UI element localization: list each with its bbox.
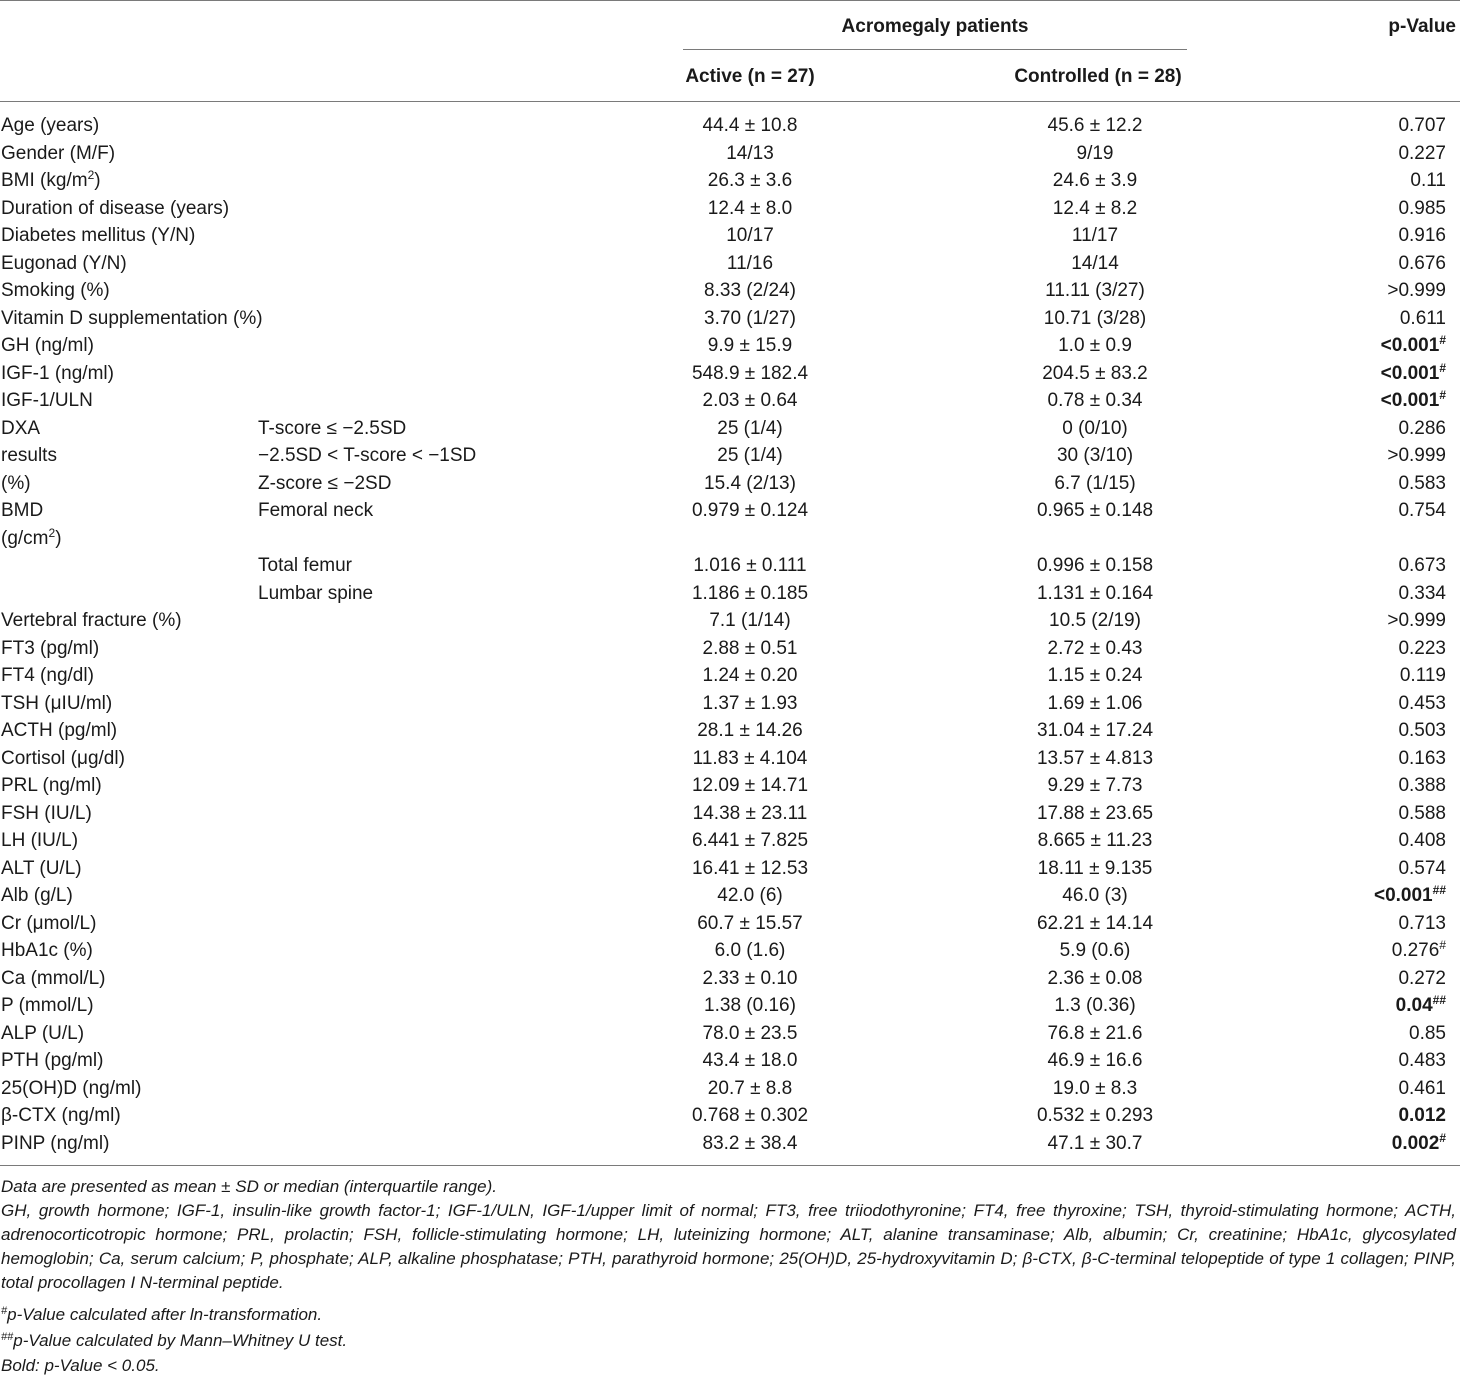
p-value xyxy=(1410,167,1446,195)
p-value xyxy=(1398,222,1446,250)
controlled-value: 45.6 ± 12.2 xyxy=(1047,115,1143,136)
active-value: 2.33 ± 0.10 xyxy=(702,967,798,989)
table-row xyxy=(0,360,1460,388)
active-value: 6.441 ± 7.825 xyxy=(691,830,809,851)
table-row xyxy=(0,332,1460,360)
active-value: 11/16 xyxy=(726,252,774,274)
row-label xyxy=(1,442,57,470)
table-row xyxy=(0,662,1460,690)
p-value xyxy=(1398,772,1446,800)
table-row xyxy=(0,1102,1460,1130)
table-row xyxy=(0,827,1460,855)
p-value xyxy=(1398,690,1446,718)
controlled-value: 8.665 ± 11.23 xyxy=(1037,830,1153,851)
row-label-text: PTH (pg/ml) xyxy=(1,1050,104,1071)
row-label xyxy=(1,910,96,938)
p-value-text: >0.999 xyxy=(1387,445,1446,466)
table-row xyxy=(0,937,1460,965)
row-label xyxy=(1,1047,103,1075)
p-value xyxy=(1398,140,1446,168)
p-value-text: >0.999 xyxy=(1387,610,1446,631)
row-label-text: ALP (U/L) xyxy=(1,1022,85,1044)
row-label-text: Duration of disease (years) xyxy=(1,197,230,219)
row-label xyxy=(1,195,229,223)
table-row xyxy=(0,745,1460,773)
p-value xyxy=(1398,415,1446,443)
footnote-mw-text: p-Value calculated by Mann–Whitney U test. xyxy=(13,1331,348,1350)
active-value: 16.41 ± 12.53 xyxy=(691,857,809,879)
p-value-text: <0.001 xyxy=(1380,362,1440,384)
row-label xyxy=(1,717,117,745)
p-value xyxy=(1398,497,1446,525)
row-label-text: IGF-1/ULN xyxy=(1,390,93,411)
p-value xyxy=(1387,607,1446,635)
controlled-value: 24.6 ± 3.9 xyxy=(1052,170,1138,191)
active-value: 9.9 ± 15.9 xyxy=(707,335,793,356)
active-value: 14.38 ± 23.11 xyxy=(692,802,808,824)
row-label-text: IGF-1 (ng/ml) xyxy=(1,362,114,384)
row-label xyxy=(1,965,106,993)
p-value xyxy=(1398,470,1446,498)
p-value xyxy=(1374,882,1446,910)
row-label-text: PRL (ng/ml) xyxy=(1,775,102,796)
row-label-text: Cortisol (μg/dl) xyxy=(1,747,125,769)
p-value xyxy=(1387,277,1446,305)
table-row xyxy=(0,580,1460,608)
row-label xyxy=(1,1102,121,1130)
table-row xyxy=(0,635,1460,663)
row-label-text: 25(OH)D (ng/ml) xyxy=(1,1077,142,1099)
table-row xyxy=(0,1130,1460,1158)
row-label-text: FT3 (pg/ml) xyxy=(1,637,100,659)
row-label xyxy=(1,470,31,498)
p-value-text: 0.272 xyxy=(1398,967,1446,989)
p-value-text: 0.85 xyxy=(1409,1022,1446,1044)
p-value xyxy=(1381,332,1446,360)
row-label-text: P (mmol/L) xyxy=(1,995,94,1016)
active-value: 10/17 xyxy=(726,225,774,246)
row-label xyxy=(1,635,99,663)
controlled-value: 10.5 (2/19) xyxy=(1049,610,1141,631)
table-row xyxy=(0,195,1460,223)
active-value: 7.1 (1/14) xyxy=(709,610,791,631)
controlled-value: 17.88 ± 23.65 xyxy=(1036,802,1154,824)
controlled-value: 11.11 (3/27) xyxy=(1045,280,1145,301)
row-label-text: Age (years) xyxy=(1,115,100,136)
row-label-text: LH (IU/L) xyxy=(1,830,79,851)
active-value: 11.83 ± 4.104 xyxy=(692,747,808,769)
table-row xyxy=(0,772,1460,800)
controlled-value: 19.0 ± 8.3 xyxy=(1052,1077,1138,1099)
row-label xyxy=(1,332,94,360)
row-label xyxy=(1,745,125,773)
p-value xyxy=(1398,250,1446,278)
p-value-text: 0.119 xyxy=(1399,665,1446,686)
p-value xyxy=(1398,745,1446,773)
table-row xyxy=(0,1047,1460,1075)
p-value xyxy=(1381,360,1446,388)
p-value-text: 0.985 xyxy=(1398,197,1446,219)
p-value-text: 0.04 xyxy=(1395,995,1433,1016)
active-value: 78.0 ± 23.5 xyxy=(702,1022,798,1044)
row-sublabel: Z-score ≤ −2SD xyxy=(258,472,392,494)
row-label xyxy=(1,827,78,855)
active-value: 8.33 (2/24) xyxy=(704,280,796,301)
p-value xyxy=(1398,910,1446,938)
active-value: 25 (1/4) xyxy=(717,445,783,466)
controlled-value: 13.57 ± 4.813 xyxy=(1036,747,1154,769)
row-label xyxy=(1,277,110,305)
p-value-text: 0.707 xyxy=(1398,115,1446,136)
active-value: 2.03 ± 0.64 xyxy=(702,390,798,411)
controlled-value: 46.0 (3) xyxy=(1062,885,1128,906)
row-label xyxy=(1,690,112,718)
row-label xyxy=(1,607,182,635)
p-value-text: 0.611 xyxy=(1399,307,1446,329)
row-label xyxy=(1,1130,109,1158)
p-value-text: 0.334 xyxy=(1398,582,1446,604)
p-value xyxy=(1396,992,1446,1020)
table-row xyxy=(0,690,1460,718)
p-value xyxy=(1400,662,1446,690)
row-label xyxy=(1,360,114,388)
row-label xyxy=(1,250,127,278)
p-value-text: 0.461 xyxy=(1398,1077,1446,1099)
row-label-text: TSH (μIU/ml) xyxy=(1,692,113,714)
p-value-text: 0.408 xyxy=(1398,830,1446,851)
row-sublabel: −2.5SD < T-score < −1SD xyxy=(258,445,477,466)
p-value-text: >0.999 xyxy=(1387,280,1446,301)
p-value xyxy=(1398,580,1446,608)
pvalue-header: p-Value xyxy=(1388,16,1456,37)
table-row xyxy=(0,222,1460,250)
controlled-value: 1.69 ± 1.06 xyxy=(1047,692,1143,714)
p-value-text: 0.11 xyxy=(1410,170,1446,191)
p-value-text: 0.503 xyxy=(1398,720,1446,741)
controlled-value: 0 (0/10) xyxy=(1062,417,1128,439)
p-value xyxy=(1398,965,1446,993)
row-label xyxy=(1,772,102,800)
row-label xyxy=(1,800,92,828)
p-value-text: 0.223 xyxy=(1398,637,1446,659)
p-value xyxy=(1398,827,1446,855)
row-label xyxy=(1,525,62,553)
active-value: 15.4 (2/13) xyxy=(704,472,796,494)
row-label xyxy=(1,992,94,1020)
row-sublabel: Femoral neck xyxy=(258,500,374,521)
controlled-value: 12.4 ± 8.2 xyxy=(1052,197,1138,219)
active-value: 12.09 ± 14.71 xyxy=(691,775,809,796)
row-label-text: (g/cm xyxy=(1,527,49,549)
row-label-text: Vitamin D supplementation (%) xyxy=(1,307,263,329)
table-row xyxy=(0,1020,1460,1048)
controlled-value: 9/19 xyxy=(1076,142,1114,164)
p-value xyxy=(1398,717,1446,745)
row-label-text: GH (ng/ml) xyxy=(1,335,94,356)
active-value: 60.7 ± 15.57 xyxy=(697,912,803,934)
controlled-value: 2.36 ± 0.08 xyxy=(1047,967,1143,989)
p-value-text: 0.754 xyxy=(1398,500,1446,521)
row-label xyxy=(1,497,43,525)
active-value: 20.7 ± 8.8 xyxy=(707,1077,793,1099)
row-label-text: β-CTX (ng/ml) xyxy=(1,1105,121,1126)
p-value xyxy=(1398,112,1446,140)
row-label xyxy=(1,112,99,140)
p-value xyxy=(1392,937,1446,965)
active-value: 1.24 ± 0.20 xyxy=(702,665,798,686)
active-value: 83.2 ± 38.4 xyxy=(702,1132,798,1154)
table-row xyxy=(0,882,1460,910)
table-row xyxy=(0,415,1460,443)
p-value-mark: ## xyxy=(1432,883,1446,897)
active-value: 1.37 ± 1.93 xyxy=(702,692,798,714)
controlled-value: 0.78 ± 0.34 xyxy=(1047,390,1143,411)
label-superscript: 2 xyxy=(87,168,95,182)
active-value: 3.70 (1/27) xyxy=(704,307,796,329)
row-label xyxy=(1,387,93,415)
controlled-value: 0.532 ± 0.293 xyxy=(1036,1105,1154,1126)
table-row xyxy=(0,305,1460,333)
table-row xyxy=(0,140,1460,168)
row-label xyxy=(1,222,195,250)
row-label xyxy=(1,140,115,168)
row-label-text: BMD xyxy=(1,500,44,521)
controlled-value: 47.1 ± 30.7 xyxy=(1047,1132,1143,1154)
row-label xyxy=(1,937,93,965)
p-value-mark: # xyxy=(1439,333,1446,347)
footnote-ln xyxy=(1,1303,1456,1327)
table-row xyxy=(0,525,1460,553)
controlled-value: 18.11 ± 9.135 xyxy=(1037,857,1153,879)
row-label xyxy=(1,1075,141,1103)
p-value-mark: # xyxy=(1439,388,1446,402)
p-value-mark: # xyxy=(1439,360,1446,375)
footnote-data: Data are presented as mean ± SD or median (interquartile range). xyxy=(1,1177,497,1196)
controlled-value: 10.71 (3/28) xyxy=(1043,307,1147,329)
row-label-text: results xyxy=(1,445,57,466)
p-value xyxy=(1398,1047,1446,1075)
row-label-text: ALT (U/L) xyxy=(1,857,82,879)
footnote-mark: ## xyxy=(1,1331,14,1343)
active-value: 2.88 ± 0.51 xyxy=(702,637,798,659)
header-rule xyxy=(0,101,1460,102)
row-label-text: (%) xyxy=(1,472,31,494)
controlled-value: 46.9 ± 16.6 xyxy=(1047,1050,1143,1071)
controlled-value: 204.5 ± 83.2 xyxy=(1042,362,1148,384)
controlled-value: 1.0 ± 0.9 xyxy=(1058,335,1132,356)
controlled-value: 31.04 ± 17.24 xyxy=(1036,720,1154,741)
table-row xyxy=(0,607,1460,635)
row-label-text: Gender (M/F) xyxy=(1,142,116,164)
row-label-text: Vertebral fracture (%) xyxy=(1,610,182,631)
row-label xyxy=(1,662,94,690)
footnote-abbreviations: GH, growth hormone; IGF-1, insulin-like growth factor-1; IGF-1/ULN, IGF-1/upper limit of normal; FT3, free triiodothyronine; FT4, free thyroxine; TSH, thyroid-stimulating hormone; ACTH, adrenocorticotropic hormone; PRL, prolactin; FSH, follicle-stimulating hormone; LH, luteinizing hormone; ALT, alanine transaminase; Alb, albumin; Cr, creatinine; HbA1c, glycosylated hemoglobin; Ca, serum calcium; P, phosphate; ALP, alkaline phosphatase; PTH, parathyroid hormone; 25(OH)D, 25-hydroxyvitamin D; β-CTX, β-C-terminal telopeptide of type 1 collagen; PINP, total procollagen I N-terminal peptide. xyxy=(1,1201,1456,1292)
row-label-text: PINP (ng/ml) xyxy=(1,1132,110,1154)
row-label-text: ACTH (pg/ml) xyxy=(1,720,118,741)
table-row xyxy=(0,965,1460,993)
p-value xyxy=(1409,1020,1446,1048)
p-value-text: 0.574 xyxy=(1398,857,1446,879)
row-label xyxy=(1,415,40,443)
p-value-text: <0.001 xyxy=(1380,390,1440,411)
controlled-value: 0.996 ± 0.158 xyxy=(1036,555,1154,576)
p-value xyxy=(1387,442,1446,470)
active-value: 42.0 (6) xyxy=(717,885,783,906)
table-row xyxy=(0,800,1460,828)
footnote-ln-text: p-Value calculated after ln-transformation. xyxy=(7,1305,323,1324)
footnote-mannwhitney xyxy=(1,1329,1456,1353)
table-row xyxy=(0,855,1460,883)
controlled-value: 62.21 ± 14.14 xyxy=(1036,912,1154,934)
p-value-text: 0.676 xyxy=(1398,252,1446,274)
table-row xyxy=(0,497,1460,525)
active-header: Active (n = 27) xyxy=(685,66,815,87)
p-value-text: 0.276 xyxy=(1391,940,1440,961)
p-value-text: 0.227 xyxy=(1398,142,1446,164)
p-value-text: <0.001 xyxy=(1373,885,1433,906)
row-label-text: Ca (mmol/L) xyxy=(1,967,106,989)
p-value-text: 0.286 xyxy=(1398,417,1446,439)
controlled-value: 11/17 xyxy=(1071,225,1119,246)
p-value xyxy=(1398,855,1446,883)
controlled-value: 9.29 ± 7.73 xyxy=(1047,775,1143,796)
p-value-text: 0.583 xyxy=(1398,472,1446,494)
p-value xyxy=(1398,552,1446,580)
p-value-mark: # xyxy=(1439,1130,1446,1145)
label-suffix: ) xyxy=(94,170,101,191)
p-value-text: <0.001 xyxy=(1380,335,1440,356)
p-value-text: 0.713 xyxy=(1398,912,1446,934)
p-value-text: 0.388 xyxy=(1398,775,1446,796)
controlled-header: Controlled (n = 28) xyxy=(1014,66,1182,87)
footnote-mark: # xyxy=(1,1305,8,1317)
row-label xyxy=(1,1020,84,1048)
row-label-text: BMI (kg/m xyxy=(1,170,88,191)
controlled-value: 76.8 ± 21.6 xyxy=(1047,1022,1143,1044)
p-value xyxy=(1392,1130,1446,1158)
row-sublabel: Total femur xyxy=(258,555,352,576)
p-value xyxy=(1398,1102,1446,1130)
table-row xyxy=(0,112,1460,140)
active-value: 12.4 ± 8.0 xyxy=(707,197,793,219)
table-row xyxy=(0,387,1460,415)
group-rule xyxy=(683,49,1187,50)
controlled-value: 1.15 ± 0.24 xyxy=(1047,665,1143,686)
p-value-mark: # xyxy=(1439,938,1446,952)
p-value xyxy=(1398,800,1446,828)
row-label xyxy=(1,167,101,195)
table-row xyxy=(0,250,1460,278)
controlled-value: 30 (3/10) xyxy=(1056,445,1134,466)
active-value: 1.016 ± 0.111 xyxy=(693,555,807,576)
p-value-text: 0.673 xyxy=(1398,555,1446,576)
active-value: 28.1 ± 14.26 xyxy=(697,720,803,741)
footnote-bold: Bold: p-Value < 0.05. xyxy=(1,1356,160,1375)
row-sublabel: T-score ≤ −2.5SD xyxy=(258,417,407,439)
p-value-text: 0.483 xyxy=(1398,1050,1446,1071)
controlled-value: 5.9 (0.6) xyxy=(1059,940,1131,961)
active-value: 0.768 ± 0.302 xyxy=(691,1105,809,1126)
controlled-value: 1.131 ± 0.164 xyxy=(1036,582,1154,604)
p-value-text: 0.002 xyxy=(1391,1132,1440,1154)
row-label-text: Cr (μmol/L) xyxy=(1,912,97,934)
p-value xyxy=(1400,305,1446,333)
row-label-text: Smoking (%) xyxy=(1,280,110,301)
table-row xyxy=(0,277,1460,305)
controlled-value: 0.965 ± 0.148 xyxy=(1036,500,1154,521)
row-label xyxy=(1,882,73,910)
row-label xyxy=(1,855,82,883)
group-header: Acromegaly patients xyxy=(841,16,1029,37)
row-label-text: Alb (g/L) xyxy=(1,885,73,906)
active-value: 6.0 (1.6) xyxy=(714,940,786,961)
controlled-value: 1.3 (0.36) xyxy=(1054,995,1136,1016)
row-label-text: FSH (IU/L) xyxy=(1,802,92,824)
controlled-value: 14/14 xyxy=(1071,252,1119,274)
row-sublabel: Lumbar spine xyxy=(258,582,374,604)
table-row xyxy=(0,717,1460,745)
row-label-text: Eugonad (Y/N) xyxy=(1,252,127,274)
controlled-value: 6.7 (1/15) xyxy=(1054,472,1136,494)
active-value: 44.4 ± 10.8 xyxy=(702,115,798,136)
active-value: 43.4 ± 18.0 xyxy=(702,1050,798,1071)
p-value xyxy=(1381,387,1446,415)
p-value-text: 0.453 xyxy=(1398,692,1446,714)
row-label-text: Diabetes mellitus (Y/N) xyxy=(1,225,196,246)
active-value: 14/13 xyxy=(726,142,774,164)
p-value-text: 0.163 xyxy=(1398,747,1446,769)
active-value: 25 (1/4) xyxy=(717,417,783,439)
p-value-text: 0.012 xyxy=(1398,1105,1446,1126)
p-value xyxy=(1398,635,1446,663)
table-row xyxy=(0,470,1460,498)
table-row xyxy=(0,552,1460,580)
p-value xyxy=(1398,195,1446,223)
active-value: 1.186 ± 0.185 xyxy=(691,582,809,604)
p-value-text: 0.588 xyxy=(1398,802,1446,824)
active-value: 0.979 ± 0.124 xyxy=(691,500,809,521)
table-row xyxy=(0,910,1460,938)
table-row xyxy=(0,992,1460,1020)
table-row xyxy=(0,442,1460,470)
top-rule xyxy=(0,0,1460,1)
row-label-text: DXA xyxy=(1,417,41,439)
label-superscript: 2 xyxy=(48,525,56,540)
bottom-rule xyxy=(0,1165,1460,1166)
active-value: 1.38 (0.16) xyxy=(704,995,796,1016)
p-value xyxy=(1398,1075,1446,1103)
p-value-mark: ## xyxy=(1432,993,1446,1007)
table-row xyxy=(0,1075,1460,1103)
p-value-text: 0.916 xyxy=(1398,225,1446,246)
row-label-text: FT4 (ng/dl) xyxy=(1,665,94,686)
table-row xyxy=(0,167,1460,195)
label-suffix: ) xyxy=(55,527,62,549)
row-label-text: HbA1c (%) xyxy=(1,940,93,961)
active-value: 26.3 ± 3.6 xyxy=(707,170,793,191)
active-value: 548.9 ± 182.4 xyxy=(691,362,809,384)
controlled-value: 2.72 ± 0.43 xyxy=(1047,637,1143,659)
row-label xyxy=(1,305,263,333)
